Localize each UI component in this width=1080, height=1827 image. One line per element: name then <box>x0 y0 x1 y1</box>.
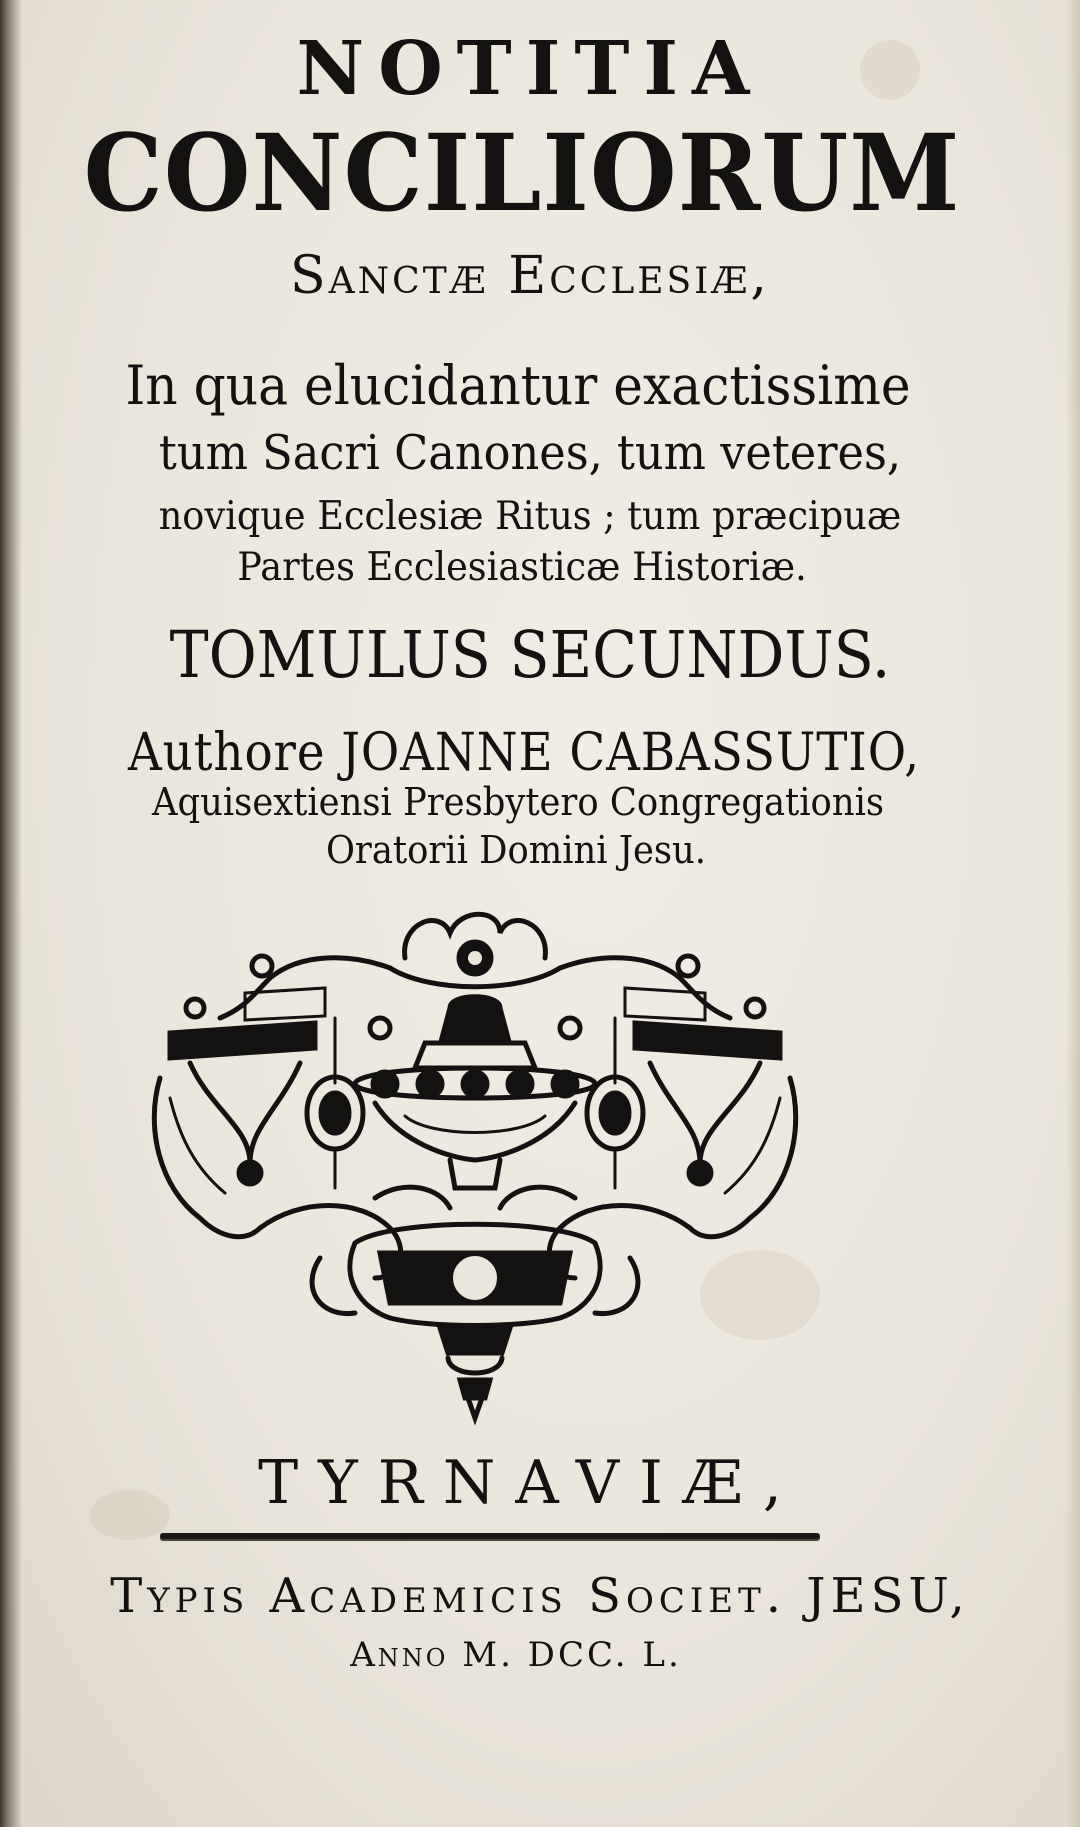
title-sanctae-ecclesiae: Sanctæ Ecclesiæ, <box>290 246 770 306</box>
page-edge <box>1066 0 1080 1827</box>
author-description-1: Aquisextiensi Presbytero Congregationis <box>151 780 885 824</box>
title-conciliorum: CONCILIORUM <box>83 110 961 235</box>
place-of-publication: TYRNAVIÆ, <box>258 1448 802 1518</box>
subtitle-line-4: Partes Ecclesiasticæ Historiæ. <box>237 545 807 590</box>
printer-line: Typis Academicis Societ. JESU, <box>110 1568 970 1624</box>
author-description-2: Oratorii Domini Jesu. <box>325 828 707 872</box>
subtitle-line-1: In qua elucidantur exactissime <box>125 354 911 417</box>
baroque-urn-vignette-icon <box>150 898 800 1428</box>
publication-year: Anno M. DCC. L. <box>350 1635 682 1675</box>
title-notitia: NOTITIA <box>296 26 764 112</box>
volume-label: TOMULUS SECUNDUS. <box>169 618 891 693</box>
horizontal-rule <box>160 1533 820 1539</box>
spine-shadow <box>0 0 22 1827</box>
subtitle-line-2: tum Sacri Canones, tum veteres, <box>158 425 902 481</box>
subtitle-line-3: novique Ecclesiæ Ritus ; tum præcipuæ <box>158 494 902 539</box>
author-line: Authore JOANNE CABASSUTIO, <box>127 723 920 783</box>
